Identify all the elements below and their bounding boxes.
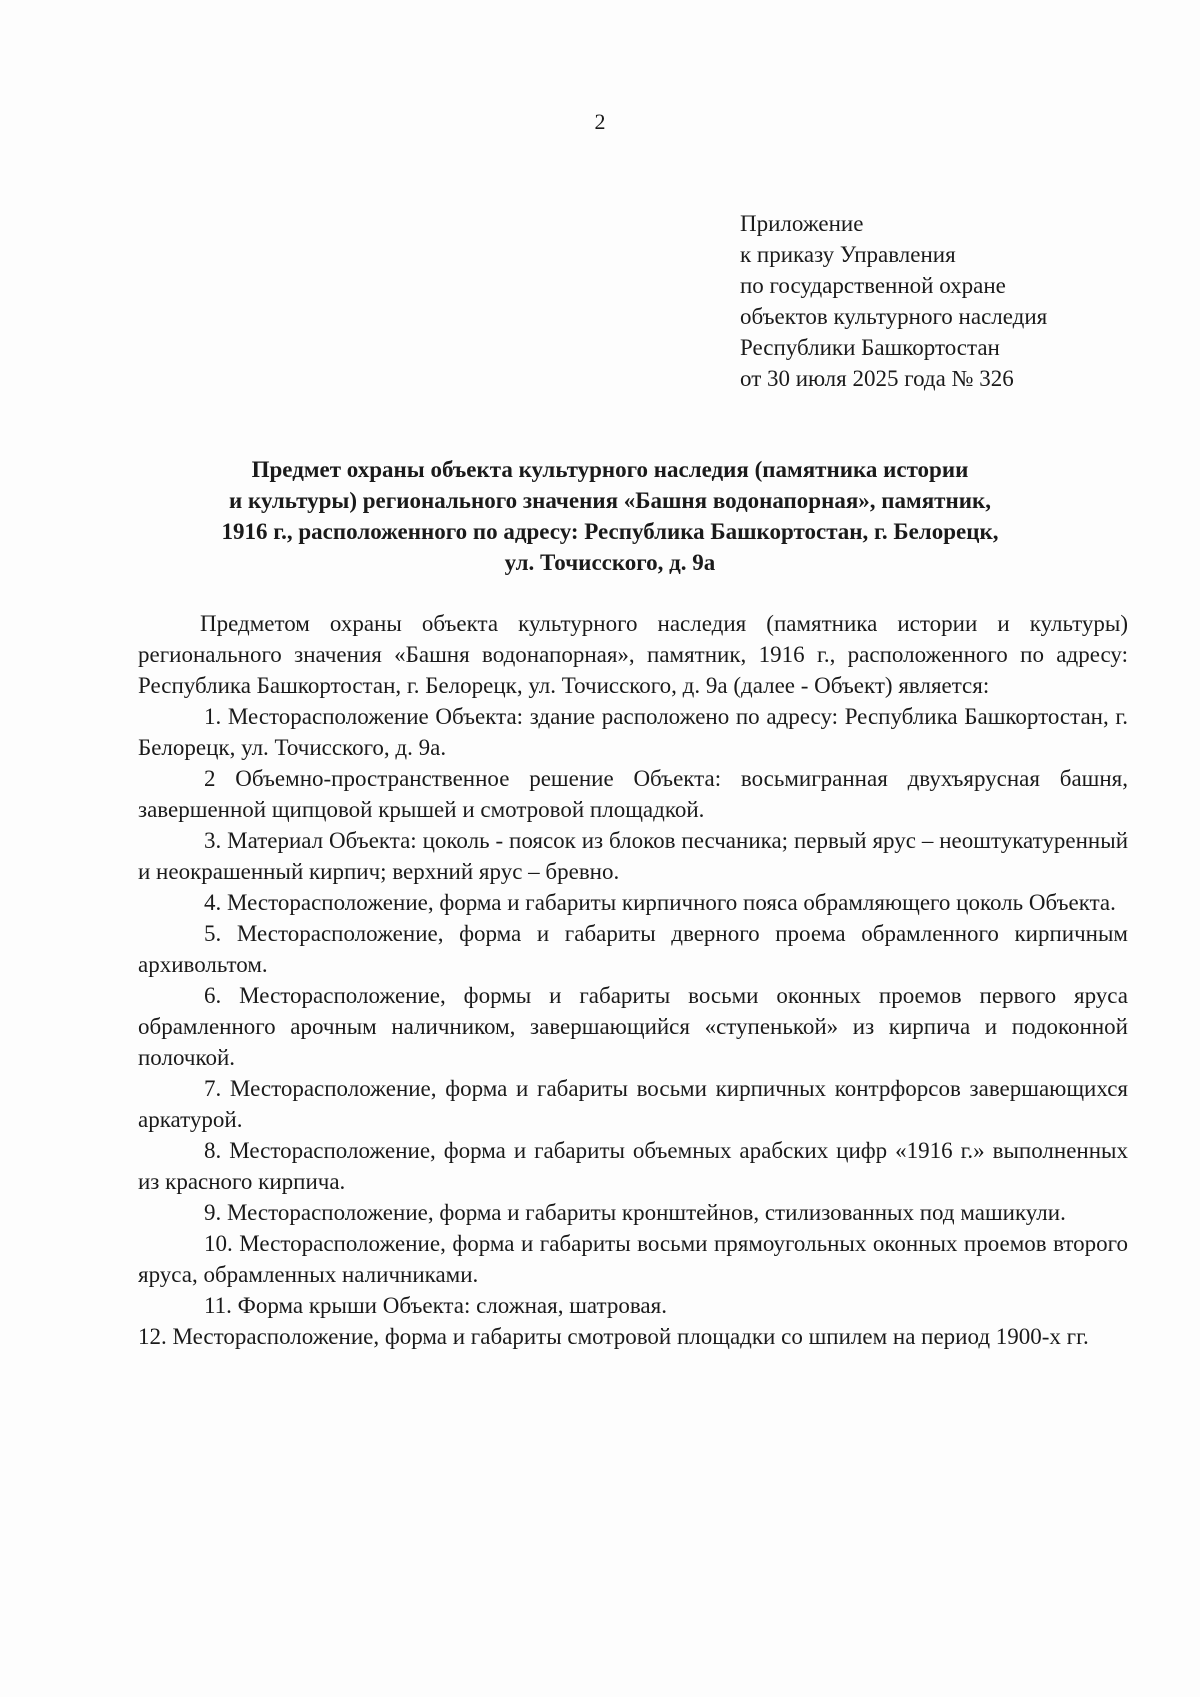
list-item: 8. Месторасположение, форма и габариты объемных арабских цифр «1916 г.» выполненных из красного кирпича. [138,1138,1128,1194]
appendix-line: к приказу Управления [740,242,956,267]
intro-paragraph: Предметом охраны объекта культурного наследия (памятника истории и культуры) регионального значения «Башня водонапорная», памятник, 1916 г., расположенного по адресу: Республика Башкортостан, г. Белорецк, ул. Точисского, д. 9а (далее - Объект) является: [138,611,1128,698]
title-line: Предмет охраны объекта культурного наследия (памятника истории [251,457,969,482]
appendix-line: от 30 июля 2025 года № 326 [740,366,1014,391]
list-item-last: 12. Месторасположение, форма и габариты смотровой площадки со шпилем на период 1900-х гг. [138,1324,1089,1349]
appendix-line: объектов культурного наследия [740,304,1048,329]
list-item: 10. Месторасположение, форма и габариты восьми прямоугольных оконных проемов второго яруса, обрамленных наличниками. [138,1231,1128,1287]
list-item: 1. Месторасположение Объекта: здание расположено по адресу: Республика Башкортостан, г. Белорецк, ул. Точисского, д. 9а. [138,704,1128,760]
title-line: и культуры) регионального значения «Башня водонапорная», памятник, [229,488,991,513]
list-item: 6. Месторасположение, формы и габариты восьми оконных проемов первого яруса обрамленного арочным наличником, завершающийся «ступенькой» из кирпича и подоконной полочкой. [138,983,1128,1070]
page-number: 2 [594,109,606,134]
list-item: 2 Объемно-пространственное решение Объекта: восьмигранная двухъярусная башня, завершенной щипцовой крышей и смотровой площадкой. [138,766,1128,822]
appendix-block [740,208,1180,394]
document-title [130,454,1090,578]
list-item: 7. Месторасположение, форма и габариты восьми кирпичных контрфорсов завершающихся аркатурой. [138,1076,1128,1132]
list-item: 3. Материал Объекта: цоколь - поясок из блоков песчаника; первый ярус – неоштукатуренный и неокрашенный кирпич; верхний ярус – бревно. [138,828,1128,884]
list-item: 9. Месторасположение, форма и габариты кронштейнов, стилизованных под машикули. [204,1200,1066,1225]
appendix-line: по государственной охране [740,273,1006,298]
title-line: 1916 г., расположенного по адресу: Республика Башкортостан, г. Белорецк, [221,519,999,544]
list-item: 11. Форма крыши Объекта: сложная, шатровая. [204,1293,667,1318]
appendix-line: Приложение [740,211,864,236]
appendix-line: Республики Башкортостан [740,335,1000,360]
list-item: 5. Месторасположение, форма и габариты дверного проема обрамленного кирпичным архивольтом. [138,921,1128,977]
list-item: 4. Месторасположение, форма и габариты кирпичного пояса обрамляющего цоколь Объекта. [204,890,1116,915]
title-line: ул. Точисского, д. 9а [504,550,716,575]
document-body [138,608,1128,1352]
